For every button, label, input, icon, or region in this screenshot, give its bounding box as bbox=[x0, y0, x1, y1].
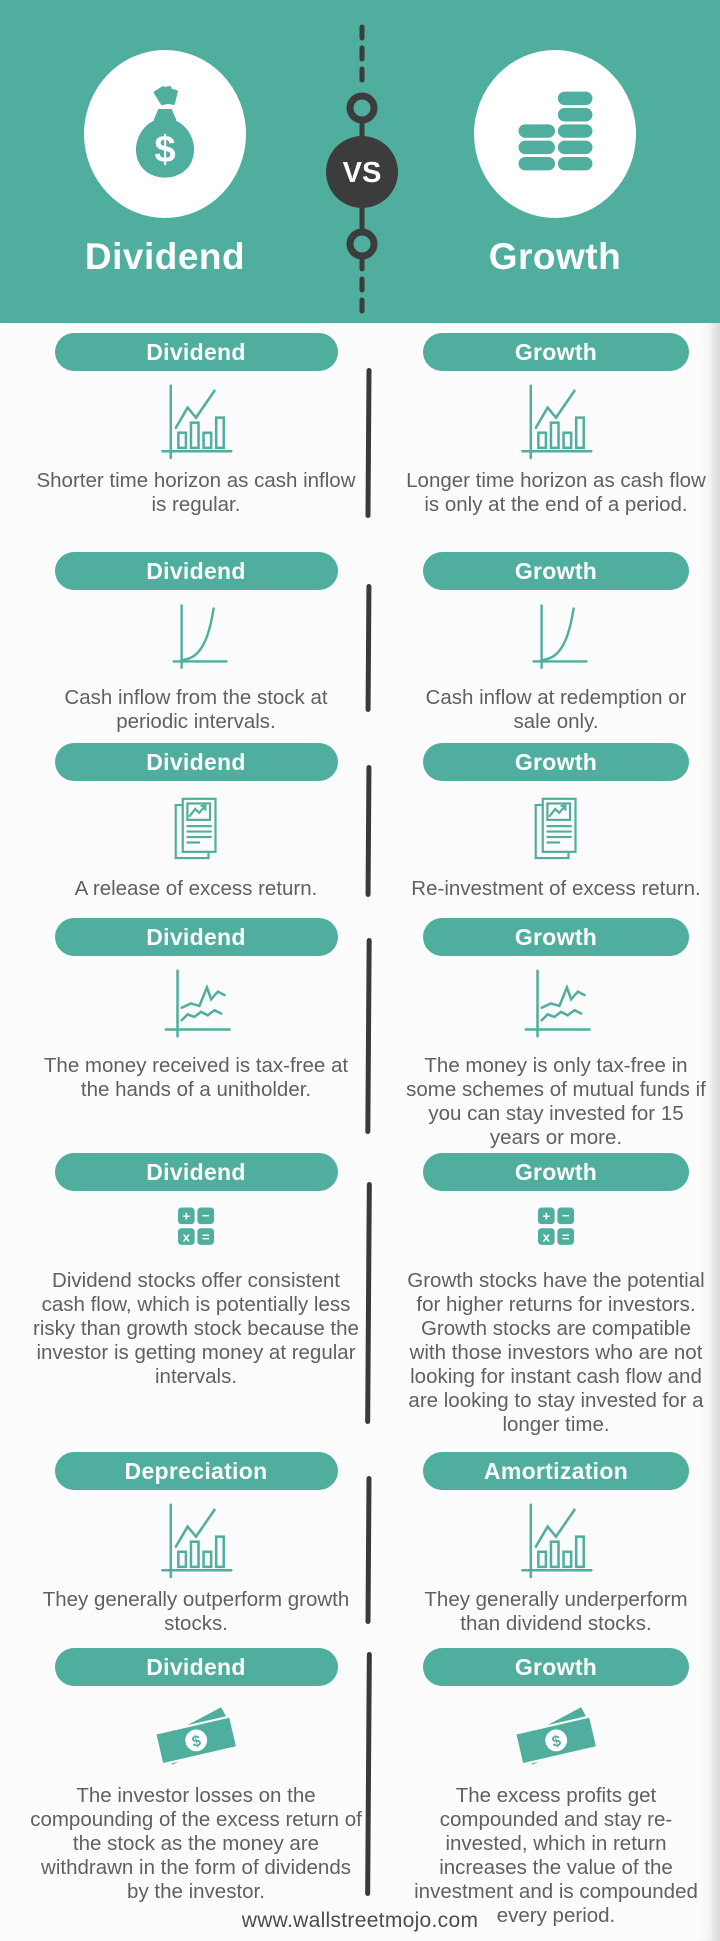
comparison-row bbox=[0, 333, 720, 552]
left-pill bbox=[55, 1452, 338, 1490]
left-cell bbox=[0, 1153, 392, 1452]
hero-right-column bbox=[420, 0, 690, 323]
divider-stroke bbox=[365, 367, 371, 517]
svg-text:+: + bbox=[542, 1208, 551, 1224]
bar-line-chart-icon bbox=[154, 1498, 238, 1582]
line-chart-icon bbox=[154, 964, 238, 1048]
hero-header bbox=[0, 0, 720, 323]
right-cell bbox=[392, 333, 720, 552]
right-description: Cash inflow at redemption or sale only. bbox=[425, 686, 687, 733]
banknote-icon bbox=[508, 1694, 604, 1778]
divider-stroke bbox=[366, 583, 372, 711]
left-pill bbox=[55, 552, 338, 590]
comparison-row bbox=[0, 1452, 720, 1648]
calculator-icon bbox=[160, 1199, 232, 1263]
hero-left-circle bbox=[84, 50, 246, 218]
left-pill bbox=[55, 1153, 338, 1191]
right-pill-label: Growth bbox=[514, 1158, 598, 1185]
bar-line-chart-icon bbox=[514, 1498, 598, 1582]
comparison-row bbox=[0, 1153, 720, 1452]
svg-text:x: x bbox=[542, 1229, 550, 1245]
svg-text:$: $ bbox=[190, 1732, 203, 1752]
hero-right-title: Growth bbox=[488, 236, 622, 277]
right-cell bbox=[392, 1452, 720, 1648]
comparison-row bbox=[0, 743, 720, 918]
right-pill bbox=[423, 1648, 689, 1686]
comparison-row bbox=[0, 552, 720, 743]
left-pill-label: Dividend bbox=[146, 557, 246, 584]
right-pill bbox=[423, 1153, 689, 1191]
right-cell bbox=[392, 1153, 720, 1452]
left-cell bbox=[0, 1648, 392, 1928]
banknote-icon bbox=[148, 1694, 244, 1778]
comparison-row bbox=[0, 918, 720, 1153]
right-pill-label: Growth bbox=[514, 923, 598, 950]
growth-curve-icon bbox=[156, 598, 236, 680]
right-description: The excess profits get compounded and stay re-invested, which in return increases the value of the investment and is compounded every period. bbox=[414, 1784, 698, 1927]
right-pill bbox=[423, 743, 689, 781]
left-description: The money received is tax-free at the hands of a unitholder. bbox=[43, 1054, 349, 1101]
right-cell bbox=[392, 918, 720, 1153]
right-pill bbox=[423, 918, 689, 956]
svg-text:=: = bbox=[561, 1229, 570, 1245]
svg-text:$: $ bbox=[154, 127, 176, 171]
left-pill-label: Dividend bbox=[146, 338, 246, 365]
bar-line-chart-icon bbox=[154, 379, 238, 463]
left-pill-label: Dividend bbox=[146, 1158, 246, 1185]
right-pill-label: Growth bbox=[514, 1653, 598, 1680]
right-description: Re-investment of excess return. bbox=[411, 877, 701, 900]
left-description: Cash inflow from the stock at periodic intervals. bbox=[64, 686, 328, 733]
left-pill bbox=[55, 333, 338, 371]
calculator-icon bbox=[520, 1199, 592, 1263]
right-cell bbox=[392, 1648, 720, 1928]
svg-text:VS: VS bbox=[342, 157, 382, 189]
left-pill bbox=[55, 743, 338, 781]
divider-stroke bbox=[366, 764, 372, 896]
left-pill-label: Dividend bbox=[146, 1653, 246, 1680]
bar-line-chart-icon bbox=[514, 379, 598, 463]
right-cell bbox=[392, 552, 720, 743]
left-description: The investor losses on the compounding of the excess return of the stock as the money are withdrawn in the form of dividends by the investor. bbox=[30, 1784, 362, 1903]
money-bag-icon bbox=[117, 84, 213, 185]
left-description: Dividend stocks offer consistent cash flow, which is potentially less risky than growth stock because the investor is getting money at regular intervals. bbox=[33, 1269, 359, 1388]
left-pill-label: Dividend bbox=[146, 923, 246, 950]
left-cell bbox=[0, 743, 392, 918]
right-pill-label: Amortization bbox=[483, 1457, 629, 1484]
svg-text:x: x bbox=[182, 1229, 190, 1245]
right-cell bbox=[392, 743, 720, 918]
left-description: Shorter time horizon as cash inflow is regular. bbox=[36, 469, 356, 516]
left-cell bbox=[0, 918, 392, 1153]
left-pill bbox=[55, 1648, 338, 1686]
right-description: Growth stocks have the potential for higher returns for investors. Growth stocks are compatible with those investors who are not looking for instant cash flow and are looking to stay invested for a longer time. bbox=[407, 1269, 705, 1436]
svg-text:+: + bbox=[182, 1208, 191, 1224]
svg-text:=: = bbox=[201, 1229, 210, 1245]
right-description: They generally underperform than dividend stocks. bbox=[424, 1588, 688, 1635]
right-description: The money is only tax-free in some schemes of mutual funds if you can stay invested for 15 years or more. bbox=[406, 1054, 706, 1149]
svg-text:−: − bbox=[561, 1207, 570, 1223]
coin-stacks-icon bbox=[507, 84, 603, 185]
left-cell bbox=[0, 552, 392, 743]
vs-chain-icon bbox=[322, 0, 402, 323]
right-pill bbox=[423, 552, 689, 590]
right-pill bbox=[423, 333, 689, 371]
left-description: A release of excess return. bbox=[74, 877, 318, 900]
left-description: They generally outperform growth stocks. bbox=[42, 1588, 350, 1635]
website-link[interactable]: www.wallstreetmojo.com bbox=[241, 1908, 479, 1932]
divider-stroke bbox=[365, 1476, 371, 1624]
report-document-icon bbox=[157, 789, 235, 871]
hero-left-title: Dividend bbox=[84, 236, 246, 277]
svg-text:$: $ bbox=[550, 1732, 563, 1752]
line-chart-icon bbox=[514, 964, 598, 1048]
svg-text:−: − bbox=[201, 1207, 210, 1223]
right-pill-label: Growth bbox=[514, 557, 598, 584]
left-pill-label: Depreciation bbox=[124, 1457, 268, 1484]
right-pill-label: Growth bbox=[514, 748, 598, 775]
right-pill-label: Growth bbox=[514, 338, 598, 365]
right-pill bbox=[423, 1452, 689, 1490]
left-pill bbox=[55, 918, 338, 956]
hero-left-column bbox=[30, 0, 300, 323]
left-cell bbox=[0, 333, 392, 552]
right-description: Longer time horizon as cash flow is only at the end of a period. bbox=[406, 469, 706, 516]
hero-right-circle bbox=[474, 50, 636, 218]
left-cell bbox=[0, 1452, 392, 1648]
left-pill-label: Dividend bbox=[146, 748, 246, 775]
growth-curve-icon bbox=[516, 598, 596, 680]
report-document-icon bbox=[517, 789, 595, 871]
